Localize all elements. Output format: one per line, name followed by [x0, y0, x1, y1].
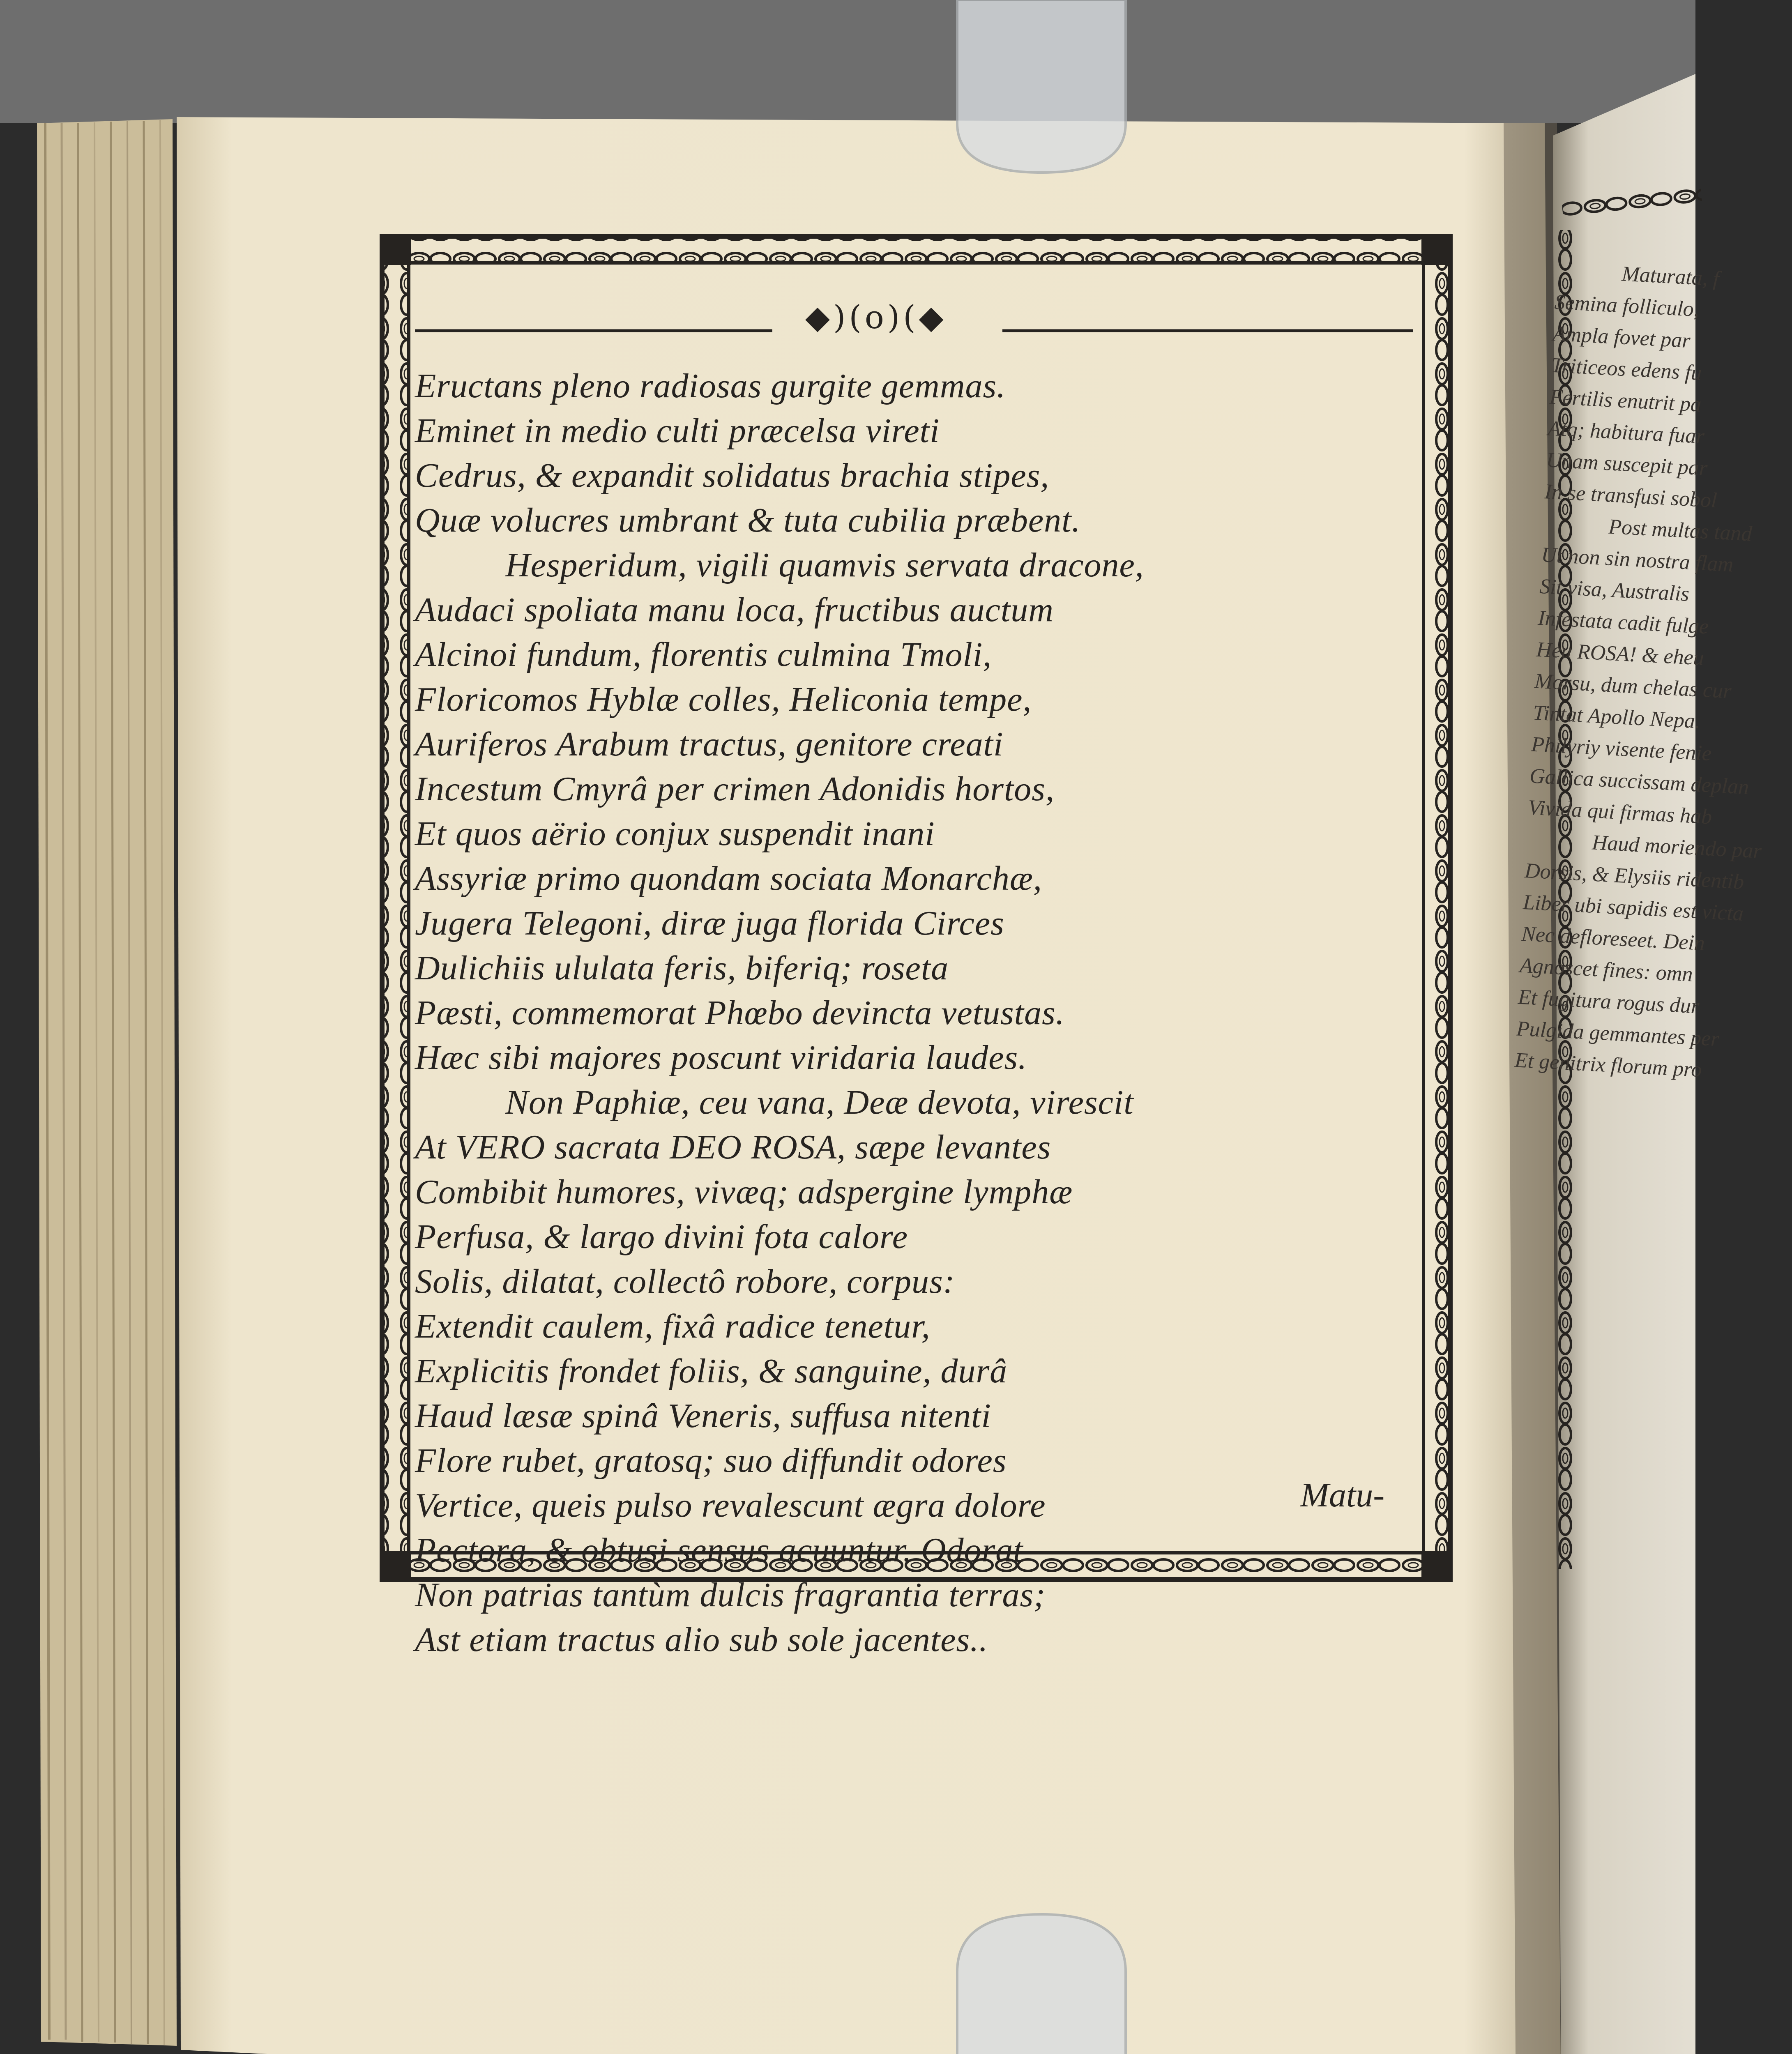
- text-line: Explicitis frondet foliis, & sanguine, durâ: [415, 1352, 1008, 1390]
- text-line: Solis, dilatat, collectô robore, corpus:: [415, 1262, 955, 1301]
- text-line: Dulichiis ululata feris, biferiq; roseta: [415, 949, 949, 987]
- text-line: Haud læsæ spinâ Veneris, suffusa nitenti: [415, 1397, 991, 1435]
- facing-line: Morsu, dum chelas cur: [1534, 669, 1732, 703]
- text-line: Hesperidum, vigili quamvis servata dracone,: [505, 546, 1144, 584]
- facing-line: Et fugitura rogus dur: [1517, 985, 1700, 1018]
- top-clip: [957, 0, 1126, 173]
- facing-line: Ut non sin nostra flam: [1541, 543, 1734, 577]
- poem-text: [415, 364, 1393, 1662]
- text-line: At VERO sacrata DEO ROSA, sæpe levantes: [415, 1128, 1051, 1166]
- facing-line: Semina folliculo,: [1554, 290, 1700, 322]
- facing-line: Infestata cadit fulge: [1537, 606, 1709, 639]
- facing-line: Unam suscepit par: [1546, 448, 1708, 480]
- facing-line: Heu ROSA! & eheu: [1536, 638, 1705, 670]
- facing-line: Post multas tand: [1608, 515, 1753, 546]
- text-line: Assyriæ primo quondam sociata Monarchæ,: [415, 859, 1042, 898]
- facing-line: Tintat Apollo Nepa.: [1532, 701, 1701, 733]
- text-line: Non Paphiæ, ceu vana, Deæ devota, virescit: [505, 1083, 1134, 1121]
- text-line: Audaci spoliata manu loca, fructibus auctum: [415, 591, 1054, 629]
- head-ornament: ◆)(o)(◆: [805, 299, 947, 336]
- facing-line: In se transfusi sobol: [1544, 480, 1718, 513]
- page-edges: [37, 119, 177, 2046]
- facing-line: Gallica succissam deplan: [1529, 764, 1750, 799]
- text-line: Quæ volucres umbrant & tuta cubilia præbent.: [415, 501, 1081, 539]
- facing-line: Liber ubi sapidis est victa: [1522, 890, 1744, 926]
- text-line: Hæc sibi majores poscunt viridaria laudes.: [415, 1039, 1027, 1077]
- facing-line: Fertilis enutrit pa: [1549, 385, 1702, 417]
- catchword: Matu-: [1300, 1476, 1385, 1514]
- text-line: Non patrias tantùm dulcis fragrantia terras;: [415, 1576, 1046, 1614]
- text-line: Eructans pleno radiosas gurgite gemmas.: [415, 367, 1006, 405]
- text-line: Extendit caulem, fixâ radice tenetur,: [415, 1307, 931, 1345]
- facing-line: Maturata, f: [1621, 262, 1720, 291]
- facing-line: Nec defloreseet. Dein: [1520, 922, 1706, 956]
- facing-line: Ampla fovet par: [1552, 322, 1691, 353]
- facing-line: Dorsis, & Elysiis ridentib: [1524, 859, 1745, 894]
- text-line: Flore rubet, gratosq; suo diffundit odores: [415, 1441, 1007, 1480]
- facing-line: Et genitrix florum pro: [1514, 1048, 1703, 1082]
- text-line: Vertice, queis pulso revalescunt ægra dolore: [415, 1486, 1046, 1524]
- grey-backdrop: [0, 0, 1695, 123]
- text-line: Floricomos Hyblæ colles, Heliconia tempe,: [415, 680, 1032, 718]
- facing-line: Philyriy visente fenie: [1531, 732, 1712, 766]
- facing-line: Sit visa, Australis: [1539, 574, 1690, 606]
- facing-line: Agnoscet fines: omn: [1519, 953, 1693, 986]
- text-line: Ast etiam tractus alio sub sole jacentes..: [415, 1621, 988, 1659]
- facing-line: Triticeos edens fu: [1550, 353, 1702, 385]
- text-line: Perfusa, & largo divini fota calore: [415, 1218, 908, 1256]
- text-line: Alcinoi fundum, florentis culmina Tmoli,: [415, 636, 992, 674]
- facing-line: Vivida qui firmas hab: [1527, 796, 1713, 829]
- facing-line: Pulgida gemmantes per: [1516, 1017, 1720, 1051]
- text-line: Et quos aërio conjux suspendit inani: [415, 815, 935, 853]
- text-line: Auriferos Arabum tractus, genitore creati: [415, 725, 1004, 763]
- text-line: Pectora, & obtusi sensus acuuntur. Odorat: [415, 1531, 1023, 1569]
- text-line: Combibit humores, vivæq; adspergine lymphæ: [415, 1173, 1073, 1211]
- text-line: Eminet in medio culti præcelsa vireti: [415, 412, 940, 450]
- text-line: Cedrus, & expandit solidatus brachia stipes,: [415, 456, 1050, 495]
- facing-line: Haud moriendo par: [1591, 831, 1762, 864]
- bottom-clip: [957, 1914, 1126, 2054]
- text-line: Pæsti, commemorat Phœbo devincta vetustas.: [415, 994, 1065, 1032]
- facing-line: Atq; habitura fuar: [1547, 417, 1705, 449]
- text-line: Jugera Telegoni, diræ juga florida Circes: [415, 904, 1004, 942]
- text-line: Incestum Cmyrâ per crimen Adonidis hortos,: [415, 770, 1055, 808]
